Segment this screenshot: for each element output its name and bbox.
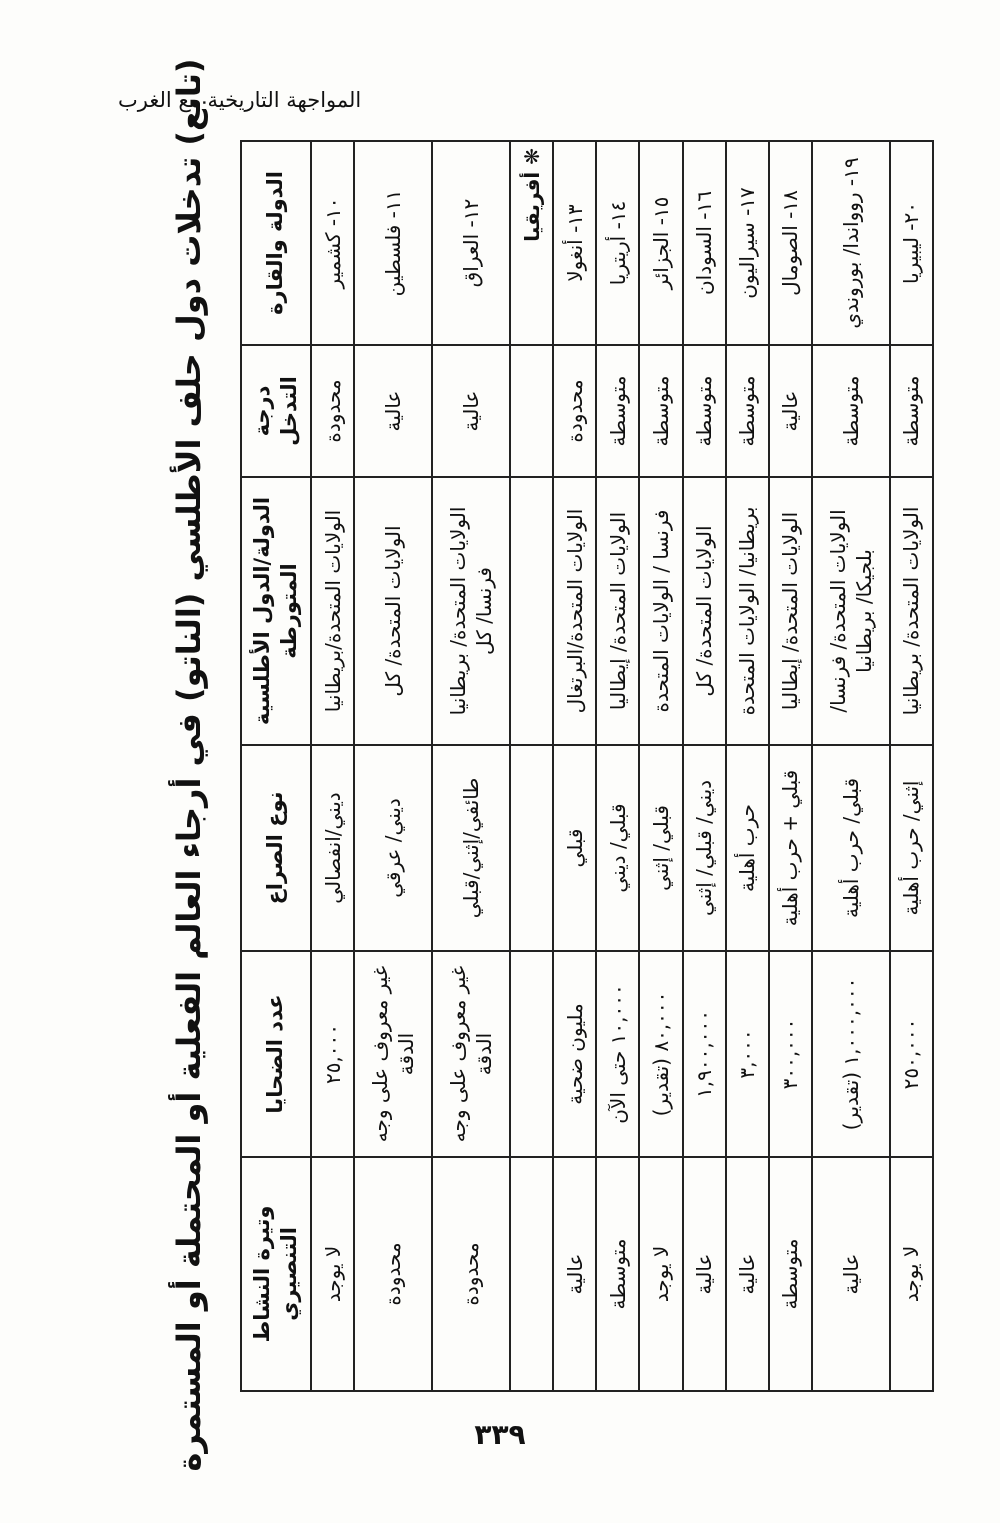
table-row — [432, 141, 510, 1391]
cell-degree: متوسطة — [639, 345, 682, 477]
cell-victims: ١,٠٠٠,٠٠٠ (تقدير) — [812, 951, 890, 1157]
cell-mission: لا يوجد — [311, 1157, 354, 1391]
cell-mission: لا يوجد — [639, 1157, 682, 1391]
cell-nato: الولايات المتحدة/ فرنسا/ بلجيكا/ بريطانيا — [812, 477, 890, 745]
cell-nato: بريطانيا/ الولايات المتحدة — [726, 477, 769, 745]
empty-cell — [510, 1157, 553, 1391]
cell-degree: متوسطة — [726, 345, 769, 477]
running-head: المواجهة التاريخية مع الغرب — [118, 88, 362, 112]
cell-country: ١٩- روواندا/ بوروندي — [812, 141, 890, 345]
column-header: الدولة/الدول الأطلسية المتورطة — [241, 477, 311, 745]
cell-country: ١٠- كشمير — [311, 141, 354, 345]
cell-conflict: قبلي + حرب أهلية — [769, 745, 812, 951]
cell-nato: الولايات المتحدة/ إيطاليا — [596, 477, 639, 745]
column-header: الدولة والقارة — [241, 141, 311, 345]
cell-conflict: ديني/ عرقي — [354, 745, 432, 951]
empty-cell — [510, 345, 553, 477]
cell-victims: غير معروف على وجه الدقة — [432, 951, 510, 1157]
cell-mission: محدودة — [432, 1157, 510, 1391]
page-number: ٣٣٩ — [474, 1418, 526, 1451]
cell-country: ١٦- السودان — [683, 141, 726, 345]
cell-mission: عالية — [553, 1157, 596, 1391]
cell-nato: الولايات المتحدة/ كل — [354, 477, 432, 745]
cell-conflict: قبلي/ حرب أهلية — [812, 745, 890, 951]
cell-degree: محدودة — [553, 345, 596, 477]
empty-cell — [510, 477, 553, 745]
cell-conflict: قبلي — [553, 745, 596, 951]
table-row — [890, 141, 933, 1391]
table-row — [311, 141, 354, 1391]
cell-country: ١٧- سيراليون — [726, 141, 769, 345]
cell-country: ٢٠- ليبيريا — [890, 141, 933, 345]
table-row — [726, 141, 769, 1391]
cell-mission: عالية — [683, 1157, 726, 1391]
cell-degree: عالية — [354, 345, 432, 477]
cell-conflict: ديني/انفصالي — [311, 745, 354, 951]
cell-nato: الولايات المتحدة/بريطانيا — [311, 477, 354, 745]
cell-victims: غير معروف على وجه الدقة — [354, 951, 432, 1157]
cell-conflict: طائفي/إثني/قبلي — [432, 745, 510, 951]
cell-country: ١٣- أنغولا — [553, 141, 596, 345]
cell-conflict: قبلي/ إثني — [639, 745, 682, 951]
table-row — [596, 141, 639, 1391]
table-header-row — [241, 141, 311, 1391]
table-row — [639, 141, 682, 1391]
cell-degree: عالية — [432, 345, 510, 477]
cell-conflict: ديني/ قبلي/ إثني — [683, 745, 726, 951]
cell-victims: ٢٥٠,٠٠٠ — [890, 951, 933, 1157]
cell-victims: ١٠,٠٠٠ حتى الآن — [596, 951, 639, 1157]
cell-mission: متوسطة — [769, 1157, 812, 1391]
empty-cell — [510, 745, 553, 951]
table-row — [553, 141, 596, 1391]
cell-nato: فرنسا / الولايات المتحدة — [639, 477, 682, 745]
section-label: ❋ أفريقيا — [510, 141, 553, 345]
cell-degree: متوسطة — [596, 345, 639, 477]
column-header: وتيرة النشاط التنصيري — [241, 1157, 311, 1391]
cell-mission: عالية — [726, 1157, 769, 1391]
cell-country: ١٢- العراق — [432, 141, 510, 345]
cell-conflict: حرب أهلية — [726, 745, 769, 951]
cell-mission: محدودة — [354, 1157, 432, 1391]
cell-conflict: إثني/ حرب أهلية — [890, 745, 933, 951]
column-header: درجة التدخل — [241, 345, 311, 477]
interventions-table — [240, 140, 934, 1392]
cell-degree: متوسطة — [683, 345, 726, 477]
column-header: عدد الضحايا — [241, 951, 311, 1157]
cell-country: ١٥- الجزائر — [639, 141, 682, 345]
cell-mission: عالية — [812, 1157, 890, 1391]
cell-degree: متوسطة — [812, 345, 890, 477]
cell-nato: الولايات المتحدة/ بريطانيا — [890, 477, 933, 745]
cell-victims: ٣٠٠,٠٠٠ — [769, 951, 812, 1157]
cell-victims: ١,٩٠٠,٠٠٠ — [683, 951, 726, 1157]
cell-degree: متوسطة — [890, 345, 933, 477]
column-header: نوع الصراع — [241, 745, 311, 951]
cell-mission: لا يوجد — [890, 1157, 933, 1391]
cell-nato: الولايات المتحدة/ بريطانيا فرنسا/ كل — [432, 477, 510, 745]
cell-country: ١٨- الصومال — [769, 141, 812, 345]
cell-victims: ٢٥,٠٠٠ — [311, 951, 354, 1157]
cell-country: ١١- فلسطين — [354, 141, 432, 345]
table-row — [812, 141, 890, 1391]
table-row — [769, 141, 812, 1391]
empty-cell — [510, 951, 553, 1157]
cell-country: ١٤- أريتريا — [596, 141, 639, 345]
table-row — [354, 141, 432, 1391]
cell-victims: ٣,٠٠٠ — [726, 951, 769, 1157]
cell-nato: الولايات المتحدة/ كل — [683, 477, 726, 745]
section-row — [510, 141, 553, 1391]
table-title: (تابع) تدخلات دول حلف الأطلسي (الناتو) في أرجاء العالم الفعلية أو المحتملة أو المستمرة — [170, 58, 208, 1472]
cell-nato: الولايات المتحدة/البرتغال — [553, 477, 596, 745]
cell-degree: عالية — [769, 345, 812, 477]
cell-nato: الولايات المتحدة/ إيطاليا — [769, 477, 812, 745]
cell-degree: محدودة — [311, 345, 354, 477]
table-row — [683, 141, 726, 1391]
cell-victims: مليون ضحية — [553, 951, 596, 1157]
cell-victims: ٨٠,٠٠٠ (تقدير) — [639, 951, 682, 1157]
cell-mission: متوسطة — [596, 1157, 639, 1391]
cell-conflict: قبلي/ ديني — [596, 745, 639, 951]
